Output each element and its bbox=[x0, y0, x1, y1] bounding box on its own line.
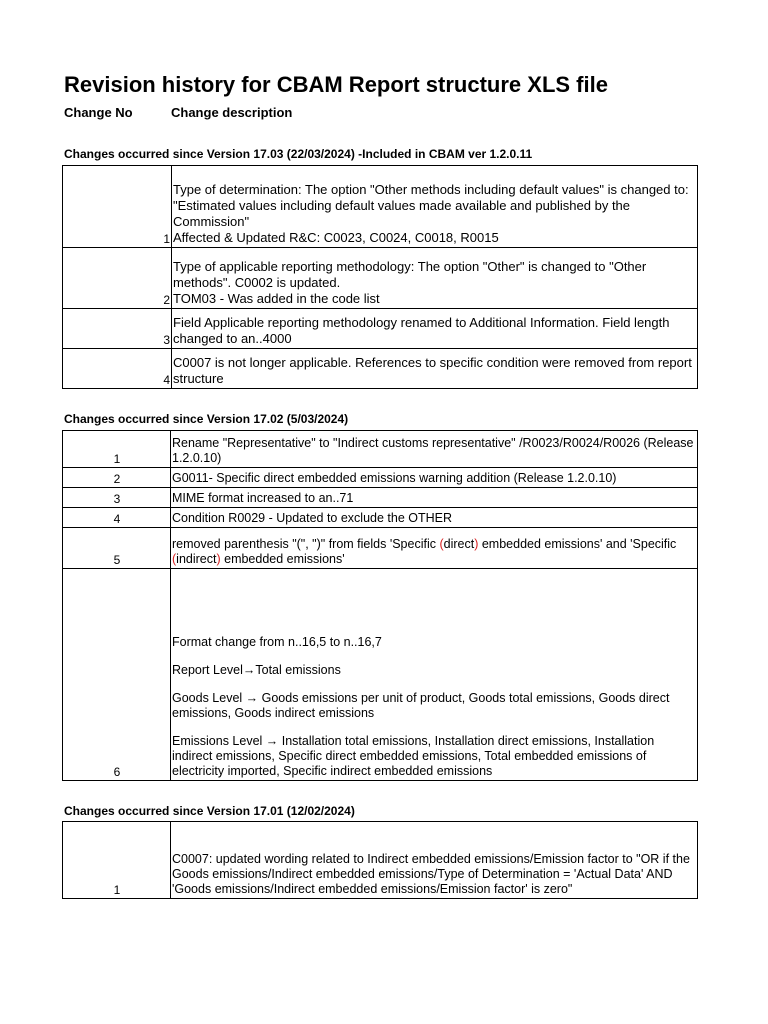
table-row bbox=[63, 166, 698, 248]
change-number: 5 bbox=[63, 528, 171, 569]
changes-table-v17-02 bbox=[62, 430, 698, 781]
red-parenthesis: ) bbox=[216, 552, 221, 566]
change-number: 4 bbox=[63, 508, 171, 528]
description-text: embedded emissions' and 'Specific bbox=[478, 537, 677, 551]
description-line: Condition R0029 - Updated to exclude the OTHER bbox=[172, 511, 453, 525]
table-row bbox=[63, 569, 698, 781]
description-line: Emissions Level → Installation total emissions, Installation direct emissions, Installation indirect emissions, Specific direct embedded emissions, Total embedded emissions of electricity imported, Specific indirect embedded emissions bbox=[172, 734, 655, 778]
change-number: 2 bbox=[63, 248, 172, 309]
change-number: 3 bbox=[63, 309, 172, 349]
description-line: C0007 is not longer applicable. References to specific condition were removed from report structure bbox=[173, 355, 692, 386]
table-row bbox=[63, 468, 698, 488]
description-line: Type of applicable reporting methodology: The option "Other" is changed to "Other methods". C0002 is updated. bbox=[173, 259, 647, 290]
description-line: Format change from n..16,5 to n..16,7 bbox=[172, 635, 382, 649]
change-description bbox=[171, 488, 698, 508]
change-description bbox=[171, 508, 698, 528]
page-title: Revision history for CBAM Report structure XLS file bbox=[64, 72, 608, 97]
description-line: Goods Level → Goods emissions per unit of product, Goods total emissions, Goods direct emissions, Goods indirect emissions bbox=[172, 691, 670, 720]
description-text: embedded emissions' bbox=[220, 552, 345, 566]
change-number: 1 bbox=[63, 431, 171, 468]
table-row bbox=[63, 248, 698, 309]
description-text: direct bbox=[443, 537, 475, 551]
table-row bbox=[63, 508, 698, 528]
description-text: removed parenthesis "(", ")" from fields 'Specific bbox=[172, 537, 440, 551]
change-description bbox=[172, 349, 698, 389]
change-description bbox=[171, 431, 698, 468]
change-number: 6 bbox=[63, 569, 171, 781]
table-row bbox=[63, 528, 698, 569]
red-parenthesis: ) bbox=[474, 537, 479, 551]
column-header-change-description: Change description bbox=[171, 105, 293, 120]
table-row bbox=[63, 822, 698, 899]
description-line: TOM03 - Was added in the code list bbox=[173, 291, 380, 306]
description-line: Report Level→Total emissions bbox=[172, 663, 341, 677]
table-row bbox=[63, 349, 698, 389]
change-description bbox=[171, 822, 698, 899]
column-header-change-no: Change No bbox=[64, 105, 133, 120]
changes-table-v17-03 bbox=[62, 165, 698, 389]
table-row bbox=[63, 309, 698, 349]
description-line: C0007: updated wording related to Indirect embedded emissions/Emission factor to "OR if the Goods emissions/Indirect embedded emissions/Type of Determination = 'Actual Data' AND 'Goods emissions/Indirect embedded emissions/Emission factor' is zero" bbox=[172, 852, 690, 896]
description-line: G0011- Specific direct embedded emissions warning addition (Release 1.2.0.10) bbox=[172, 471, 617, 485]
change-number: 3 bbox=[63, 488, 171, 508]
description-line: Affected & Updated R&C: C0023, C0024, C0018, R0015 bbox=[173, 230, 499, 245]
section-heading-v17-01: Changes occurred since Version 17.01 (12/02/2024) bbox=[64, 804, 355, 818]
table-row bbox=[63, 431, 698, 468]
red-parenthesis: ( bbox=[172, 552, 177, 566]
description-line: Rename "Representative" to "Indirect customs representative" /R0023/R0024/R0026 (Release 1.2.0.10) bbox=[172, 436, 694, 465]
section-heading-v17-02: Changes occurred since Version 17.02 (5/03/2024) bbox=[64, 412, 349, 426]
change-description bbox=[172, 248, 698, 309]
change-description bbox=[171, 569, 698, 781]
description-line: Field Applicable reporting methodology renamed to Additional Information. Field length changed to an..4000 bbox=[173, 315, 670, 346]
change-description bbox=[171, 468, 698, 488]
change-description bbox=[172, 166, 698, 248]
change-number: 1 bbox=[63, 166, 172, 248]
description-text: indirect bbox=[176, 552, 217, 566]
description-line: Type of determination: The option "Other methods including default values" is changed to: "Estimated values including default values made available and published by the Commission" bbox=[173, 182, 689, 229]
red-parenthesis: ( bbox=[439, 537, 444, 551]
table-row bbox=[63, 488, 698, 508]
change-number: 1 bbox=[63, 822, 171, 899]
section-heading-v17-03: Changes occurred since Version 17.03 (22/03/2024) -Included in CBAM ver 1.2.0.11 bbox=[64, 147, 533, 161]
change-number: 4 bbox=[63, 349, 172, 389]
change-description bbox=[172, 309, 698, 349]
change-number: 2 bbox=[63, 468, 171, 488]
changes-table-v17-01 bbox=[62, 821, 698, 899]
change-description bbox=[171, 528, 698, 569]
description-line: MIME format increased to an..71 bbox=[172, 491, 354, 505]
